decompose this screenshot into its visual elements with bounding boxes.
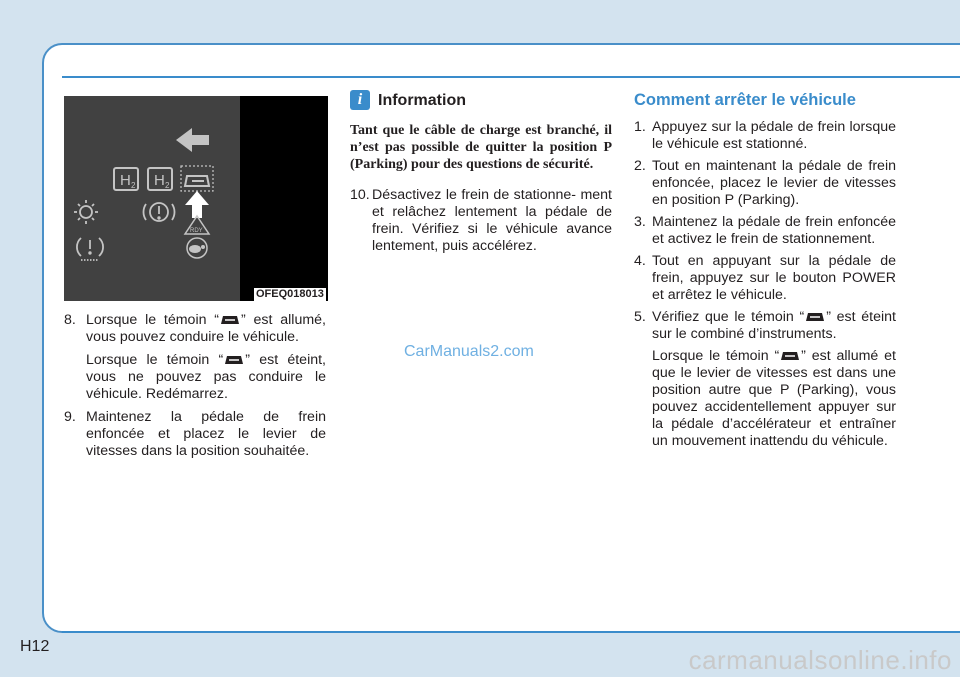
middle-column xyxy=(350,90,612,255)
info-header xyxy=(350,90,612,110)
brake-warning-icon xyxy=(143,203,174,221)
dashboard-icons xyxy=(64,96,328,301)
item-number: 10. xyxy=(350,187,370,203)
svg-text:2: 2 xyxy=(131,181,136,190)
car-ready-icon xyxy=(779,348,801,362)
turtle-icon xyxy=(187,238,207,258)
paragraph: Lorsque le témoin “ ” est allumé et que le levier de vitesses est dans une position autre que P (Parking), vous pouvez accidentellement appuyer sur la pédale d’accélérateur et entraîner un mouvement inattendu du véhicule. xyxy=(652,348,896,449)
item-text: Tout en maintenant la pédale de frein enfoncée, placez le levier de vitesses en position P (Parking). xyxy=(652,158,896,208)
watermark: CarManuals2.com xyxy=(404,343,534,360)
item-number: 8. xyxy=(64,312,76,328)
info-title: Information xyxy=(378,91,466,109)
dashboard-figure xyxy=(64,96,328,301)
item-number: 4. xyxy=(634,253,646,269)
list-item xyxy=(634,214,896,248)
car-ready-icon xyxy=(223,352,245,366)
list-item: 8. Lorsque le témoin “ ” est allumé, vous pouvez conduire le véhicule. xyxy=(64,312,326,345)
list-item xyxy=(634,119,896,153)
car-ready-icon xyxy=(219,312,241,326)
info-icon: i xyxy=(350,90,370,110)
list-item xyxy=(634,253,896,304)
h2-label-a: H xyxy=(120,172,131,189)
item-number: 9. xyxy=(64,409,76,425)
info-body: Tant que le câble de charge est branché, il n’est pas possible de quitter la position P (Parking) pour des questions de sécurité. xyxy=(350,123,612,172)
list-item: 10. Désactivez le frein de stationne- ment et relâchez lentement la pédale de frein. Vérifiez si le véhicule avance lentement, puis accélérez. xyxy=(350,187,612,254)
bottom-rule xyxy=(62,631,960,633)
list-item xyxy=(634,158,896,209)
top-rule xyxy=(62,76,960,78)
arrow-up-icon xyxy=(185,191,209,218)
item-number: 2. xyxy=(634,158,646,174)
list-item: 5. Vérifiez que le témoin “ ” est éteint sur le combiné d’instruments. xyxy=(634,309,896,342)
car-ready-icon xyxy=(804,309,826,323)
item-number: 5. xyxy=(634,309,646,325)
left-column xyxy=(64,312,326,460)
right-column xyxy=(634,92,896,450)
car-ready-icon xyxy=(185,176,209,186)
section-title: Comment arrêter le véhicule xyxy=(634,91,856,109)
figure-code: OFEQ018013 xyxy=(256,288,324,300)
svg-text:RDY: RDY xyxy=(190,228,203,234)
item-text: Maintenez la pédale de frein enfoncée et activez le frein de stationnement. xyxy=(652,214,896,247)
light-icon xyxy=(74,200,98,224)
item-number: 3. xyxy=(634,214,646,230)
list-item: 9. Maintenez la pédale de frein enfoncée et placez le levier de vitesses dans la position souhaitée. xyxy=(64,409,326,459)
item-number: 1. xyxy=(634,119,646,135)
page-number: H12 xyxy=(20,638,50,655)
brake-warning-icon xyxy=(77,238,103,260)
h2-label-b: H xyxy=(154,172,165,189)
item-text: Tout en appuyant sur la pédale de frein, appuyez sur le bouton POWER et arrêtez le véhicule. xyxy=(652,253,896,303)
arrow-left-icon xyxy=(176,128,209,152)
svg-text:2: 2 xyxy=(165,181,170,190)
footer-site: carmanualsonline.info xyxy=(688,645,952,675)
paragraph: Lorsque le témoin “ ” est éteint, vous ne pouvez pas conduire le véhicule. Redémarrez. xyxy=(86,352,326,402)
item-text: Appuyez sur la pédale de frein lorsque le véhicule est stationné. xyxy=(652,119,896,152)
